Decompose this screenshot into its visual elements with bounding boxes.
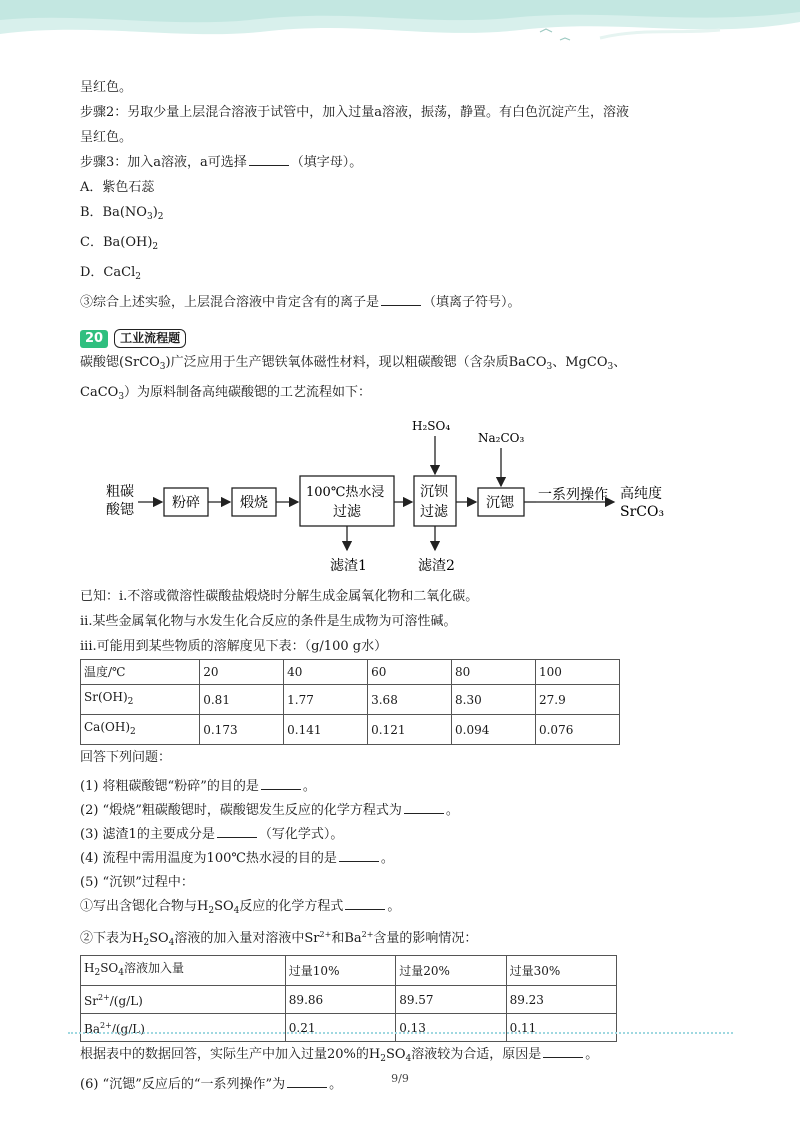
- flow-step-leach-1: 100℃热水浸: [306, 485, 385, 500]
- option-b: B．$Ba(NO_3)_2$: [80, 205, 164, 222]
- known-iii: iii.可能用到某些物质的溶解度见下表：（g/100 g水）: [80, 639, 388, 654]
- flow-reagent-na2co3: Na₂CO₃: [478, 431, 525, 445]
- flow-residue-1: 滤渣1: [330, 558, 367, 574]
- answer-blank[interactable]: [543, 1043, 583, 1058]
- flow-step-crush: 粉碎: [172, 495, 200, 511]
- step3-line: 步骤3：加入a溶液，a可选择 （填字母）。: [80, 150, 720, 175]
- known-ii: ii.某些金属氧化物与水发生化合反应的条件是生成物为可溶性碱。: [80, 614, 457, 629]
- flow-step-ba-2: 过滤: [420, 504, 448, 520]
- answer-intro: 回答下列问题：: [80, 750, 172, 765]
- text-line: 步骤2：另取少量上层混合溶液于试管中，加入过量a溶液，振荡，静置。有白色沉淀产生，溶液: [80, 105, 630, 120]
- flow-residue-2: 滤渣2: [418, 558, 455, 574]
- sub-question-1: (1) 将粗碳酸锶“粉碎”的目的是 。: [80, 775, 720, 799]
- flow-reagent-h2so4: H₂SO₄: [412, 419, 451, 433]
- option-d: D．CaCl$_2$: [80, 265, 141, 282]
- answer-blank[interactable]: [339, 847, 379, 862]
- page-number: 9/9: [391, 1072, 409, 1085]
- flow-step-ba-1: 沉钡: [420, 484, 448, 500]
- flow-step-calcine: 煅烧: [240, 495, 268, 511]
- flow-raw-1: 粗碳: [106, 484, 134, 500]
- answer-blank[interactable]: [261, 775, 301, 790]
- text-line: 呈红色。: [80, 130, 133, 145]
- question-number-badge: 20: [80, 330, 108, 348]
- intro-line-2: CaCO$_3$）为原料制备高纯碳酸锶的工艺流程如下：: [80, 385, 372, 402]
- answer-blank[interactable]: [404, 799, 444, 814]
- question-type-tag: 工业流程题: [114, 329, 186, 348]
- answer-blank[interactable]: [217, 823, 257, 838]
- sub-question-6: (6) “沉锶”反应后的“一系列操作”为 。: [80, 1072, 720, 1097]
- option-a: A．紫色石蕊: [80, 180, 155, 195]
- answer-blank[interactable]: [381, 291, 421, 306]
- table-row: $Ca(OH)_2$ 0.173 0.141 0.121 0.094 0.076: [81, 715, 620, 745]
- known-i: 已知：i.不溶或微溶性碳酸盐煅烧时分解生成金属氧化物和二氧化碳。: [80, 589, 479, 604]
- option-c: C．$Ba(OH)_2$: [80, 235, 159, 252]
- ion-question: ③综合上述实验，上层混合溶液中肯定含有的离子是 （填离子符号）。: [80, 290, 720, 315]
- sub-question-5b: ②下表为$H_2SO_4$溶液的加入量对溶液中$Sr^{2+}$和$Ba^{2+}$含量的影响情况：: [80, 930, 478, 948]
- process-flowchart: [80, 414, 720, 584]
- sub-question-5a: ①写出含锶化合物与$H_2SO_4$反应的化学方程式 。: [80, 895, 720, 923]
- h2so4-effect-table: [80, 955, 617, 1042]
- text-line: 呈红色。: [80, 80, 133, 95]
- flow-operations: 一系列操作: [538, 487, 608, 503]
- footer-divider: [68, 1032, 733, 1034]
- sub-question-2: (2) “煅烧”粗碳酸锶时，碳酸锶发生反应的化学方程式为 。: [80, 799, 720, 823]
- flow-product-2: SrCO₃: [620, 504, 665, 520]
- flow-step-leach-2: 过滤: [333, 504, 361, 520]
- sub-question-5: (5) “沉钡”过程中：: [80, 875, 194, 890]
- table-row: $Sr(OH)_2$ 0.81 1.77 3.68 8.30 27.9: [81, 685, 620, 715]
- solubility-table: [80, 659, 620, 745]
- answer-blank[interactable]: [345, 895, 385, 910]
- intro-line-1: 碳酸锶(SrCO$_3$)广泛应用于生产锶铁氧体磁性材料，现以粗碳酸锶（含杂质BaCO$_3$、MgCO$_3$、: [80, 355, 627, 372]
- document-body: [80, 75, 720, 1097]
- sub-question-4: (4) 流程中需用温度为100℃热水浸的目的是 。: [80, 847, 720, 871]
- question-header: [80, 329, 720, 348]
- table-row: $Ba^{2+}/(g/L)$ 0.21 0.13 0.11: [81, 1014, 617, 1042]
- table-header-row: 温度/℃ 20 40 60 80 100: [81, 660, 620, 685]
- flow-step-sr: 沉锶: [486, 495, 514, 511]
- table-header-row: $H_2SO_4$溶液加入量 过量10% 过量20% 过量30%: [81, 956, 617, 986]
- answer-blank[interactable]: [249, 151, 289, 166]
- after-table-question: 根据表中的数据回答，实际生产中加入过量20%的$H_2SO_4$溶液较为合适，原因是 。: [80, 1042, 720, 1072]
- sub-question-3: (3) 滤渣1的主要成分是 （写化学式）。: [80, 823, 720, 847]
- table-row: $Sr^{2+}/(g/L)$ 89.86 89.57 89.23: [81, 986, 617, 1014]
- flow-product-1: 高纯度: [620, 486, 662, 502]
- flow-raw-2: 酸锶: [106, 502, 134, 518]
- header-decoration: [0, 0, 800, 60]
